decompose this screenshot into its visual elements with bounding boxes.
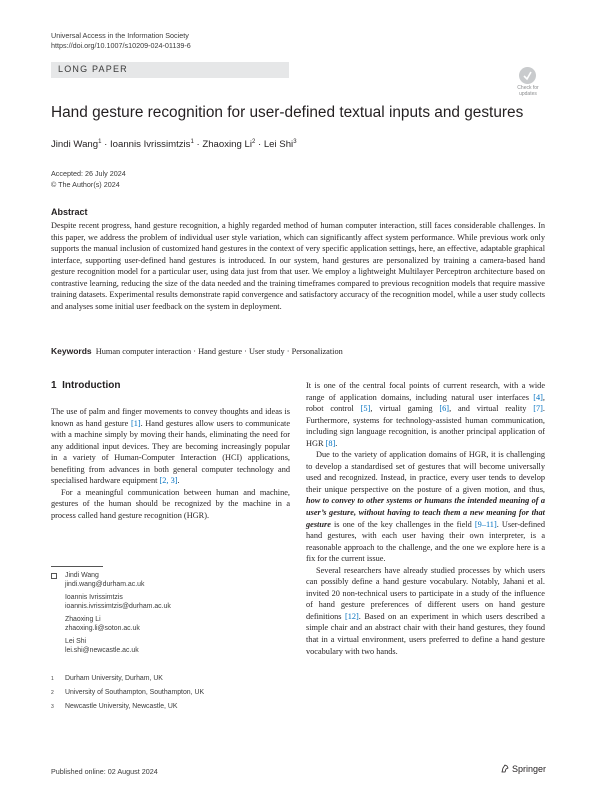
accepted-date: Accepted: 26 July 2024 [51, 169, 126, 178]
abstract-heading: Abstract [51, 207, 88, 217]
check-for-updates-badge[interactable] [511, 67, 545, 101]
publisher-name: Springer [512, 764, 547, 774]
affiliation-text: University of Southampton, Southampton, UK [65, 689, 205, 696]
citation-link[interactable]: [7] [533, 404, 543, 414]
paragraph: For a meaningful communication between human and machine, gestures of the human should be recognized by the machine in a process called hand gesture recognition (HGR). [51, 487, 290, 520]
section-title: Introduction [62, 380, 121, 391]
paper-title: Hand gesture recognition for user-defined textual inputs and gestures [51, 104, 524, 121]
citation-link[interactable]: [8] [325, 438, 336, 448]
contact-name: Zhaoxing Li [65, 616, 101, 623]
citation-link[interactable]: [12] [344, 611, 359, 621]
author-affiliation: 1 [190, 139, 194, 145]
affiliations [51, 675, 290, 715]
author-name[interactable]: Jindi Wang [51, 139, 99, 151]
contact-email[interactable]: zhaoxing.li@soton.ac.uk [65, 625, 140, 632]
author-affiliation: 2 [251, 139, 256, 145]
author-list [51, 139, 551, 150]
body-column-left [51, 406, 290, 521]
citation-link[interactable]: [6] [439, 404, 450, 414]
contact-name: Lei Shi [65, 638, 87, 645]
paragraph: Due to the variety of application domains of HGR, it is challenging to develop a standardised set of gestures that will become universally used and recognized. Instead, in practice, every user tends to develop their unique perspective on the posture of a given motion, and thus, how to convey to other systems or humans the intended meaning of a user’s gesture, without having to teach them a new meaning for that gesture is one of the key challenges in the field [9–11]. User-defined hand gestures, with each user having their own interpreter, is a reasonable approach to the challenge, and the one we explore here is a fix for the current issue. [306, 450, 545, 564]
check-for-updates-icon [519, 67, 536, 84]
contact-name: Jindi Wang [65, 572, 99, 579]
affiliation-number: 1 [51, 676, 54, 682]
article-type-label: LONG PAPER [58, 64, 128, 74]
paragraph: It is one of the central focal points of current research, with a wide range of application domains, including natural user interfaces [4], robot control [5], virtual gaming [6], and virtual reality [7]. Furthermore, systems for technology-assisted human communication, including sign language recognition, is another principal application of HGR [8]. [306, 381, 545, 448]
author-separator: · [193, 139, 203, 151]
email-icon [51, 573, 57, 579]
abstract-text: Despite recent progress, hand gesture recognition, a highly regarded method of human computer interaction, still faces considerable challenges. In this paper, we address the problem of individual user style variation, which can significantly affect system performance. While previous work only supports the manual inclusion of customized hand gestures in the context of very specific application settings, here, an effective, adaptable graphical interface, supporting user-defined hand gestures is introduced. In our system, hand gestures are personalized by training a camera-based hand gesture recognition model for a particular user, using data just from that user. We employ a lightweight Multilayer Perceptron architecture based on contrastive learning, reducing the size of the data needed and the training timeframes compared to previous recognition models that require massive training datasets. Experimental results demonstrate rapid convergence and satisfactory accuracy of the recognition model, while a user study collects and analyses some initial user feedback on the system in deployment. [51, 221, 545, 311]
contact-email[interactable]: lei.shi@newcastle.ac.uk [65, 647, 139, 654]
copyright-notice: © The Author(s) 2024 [51, 179, 120, 189]
doi-link[interactable]: https://doi.org/10.1007/s10209-024-01139-6 [51, 41, 191, 50]
author-separator: · [101, 139, 110, 151]
journal-header [51, 31, 191, 51]
citation-link[interactable]: [4] [533, 392, 543, 402]
paragraph: The use of palm and finger movements to convey thoughts and ideas is known as hand gesture [1]. Hand gestures allow users to communicate with a machine simply by moving their hands, eliminating the need for any additional input devices. They are becoming increasingly popular in a variety of Human-Computer Interaction (HCI) applications, benefiting from advances in both general computer technology and specialised hardware equipment [2, 3]. [51, 407, 291, 486]
section-number: 1 [51, 380, 57, 391]
affiliation-number: 3 [51, 704, 54, 710]
citation-link[interactable]: [9–11] [474, 519, 497, 529]
author-name[interactable]: Ioannis Ivrissimtzis [109, 139, 191, 151]
section-heading [51, 380, 120, 391]
article-type-band [51, 62, 289, 78]
emphasized-text: how to convey to other systems or humans the intended meaning of a user’s gesture, without having to teach them a new meaning for that gesture [306, 496, 545, 529]
author-affiliation: 1 [98, 139, 102, 145]
keywords-label: Keywords [51, 346, 92, 356]
publication-dates [51, 169, 126, 190]
springer-horse-icon [501, 764, 509, 773]
affiliation-text: Durham University, Durham, UK [65, 675, 163, 682]
citation-link[interactable]: [1] [130, 418, 141, 428]
author-affiliation: 3 [293, 139, 297, 145]
author-name[interactable]: Lei Shi [263, 139, 294, 151]
footnote-rule [51, 566, 103, 567]
contact-name: Ioannis Ivrissimtzis [65, 594, 123, 601]
contact-email[interactable]: jindi.wang@durham.ac.uk [65, 581, 145, 588]
journal-name: Universal Access in the Information Society [51, 31, 189, 40]
publisher-logo [501, 764, 546, 774]
author-separator: · [255, 139, 264, 151]
citation-link[interactable]: [2, 3] [159, 476, 178, 486]
author-name[interactable]: Zhaoxing Li [202, 139, 252, 151]
keywords [51, 346, 545, 356]
citation-link[interactable]: [5] [360, 404, 371, 414]
check-for-updates-text: Check for updates [517, 85, 539, 97]
affiliation-number: 2 [51, 690, 54, 696]
author-contacts [51, 572, 290, 692]
keywords-list: Human computer interaction · Hand gesture · User study · Personalization [95, 347, 343, 356]
contact-email[interactable]: ioannis.ivrissimtzis@durham.ac.uk [65, 603, 171, 610]
published-online-date: Published online: 02 August 2024 [51, 767, 158, 776]
paragraph: Several researchers have already studied processes by which users can possibly define a hand gesture vocabulary. Notably, Jahani et al. invited 20 non-technical users to participate in a study of the influence of hand gesture preferences of different users on hand gesture definitions [12]. Based on an experiment in which users described a simple chair and an abstract chair with their hand gestures, they found that in a virtual environment, users preferred to define a hand gesture vocabulary with two hands. [306, 565, 545, 656]
body-column-right [306, 380, 545, 657]
affiliation-text: Newcastle University, Newcastle, UK [65, 703, 178, 710]
